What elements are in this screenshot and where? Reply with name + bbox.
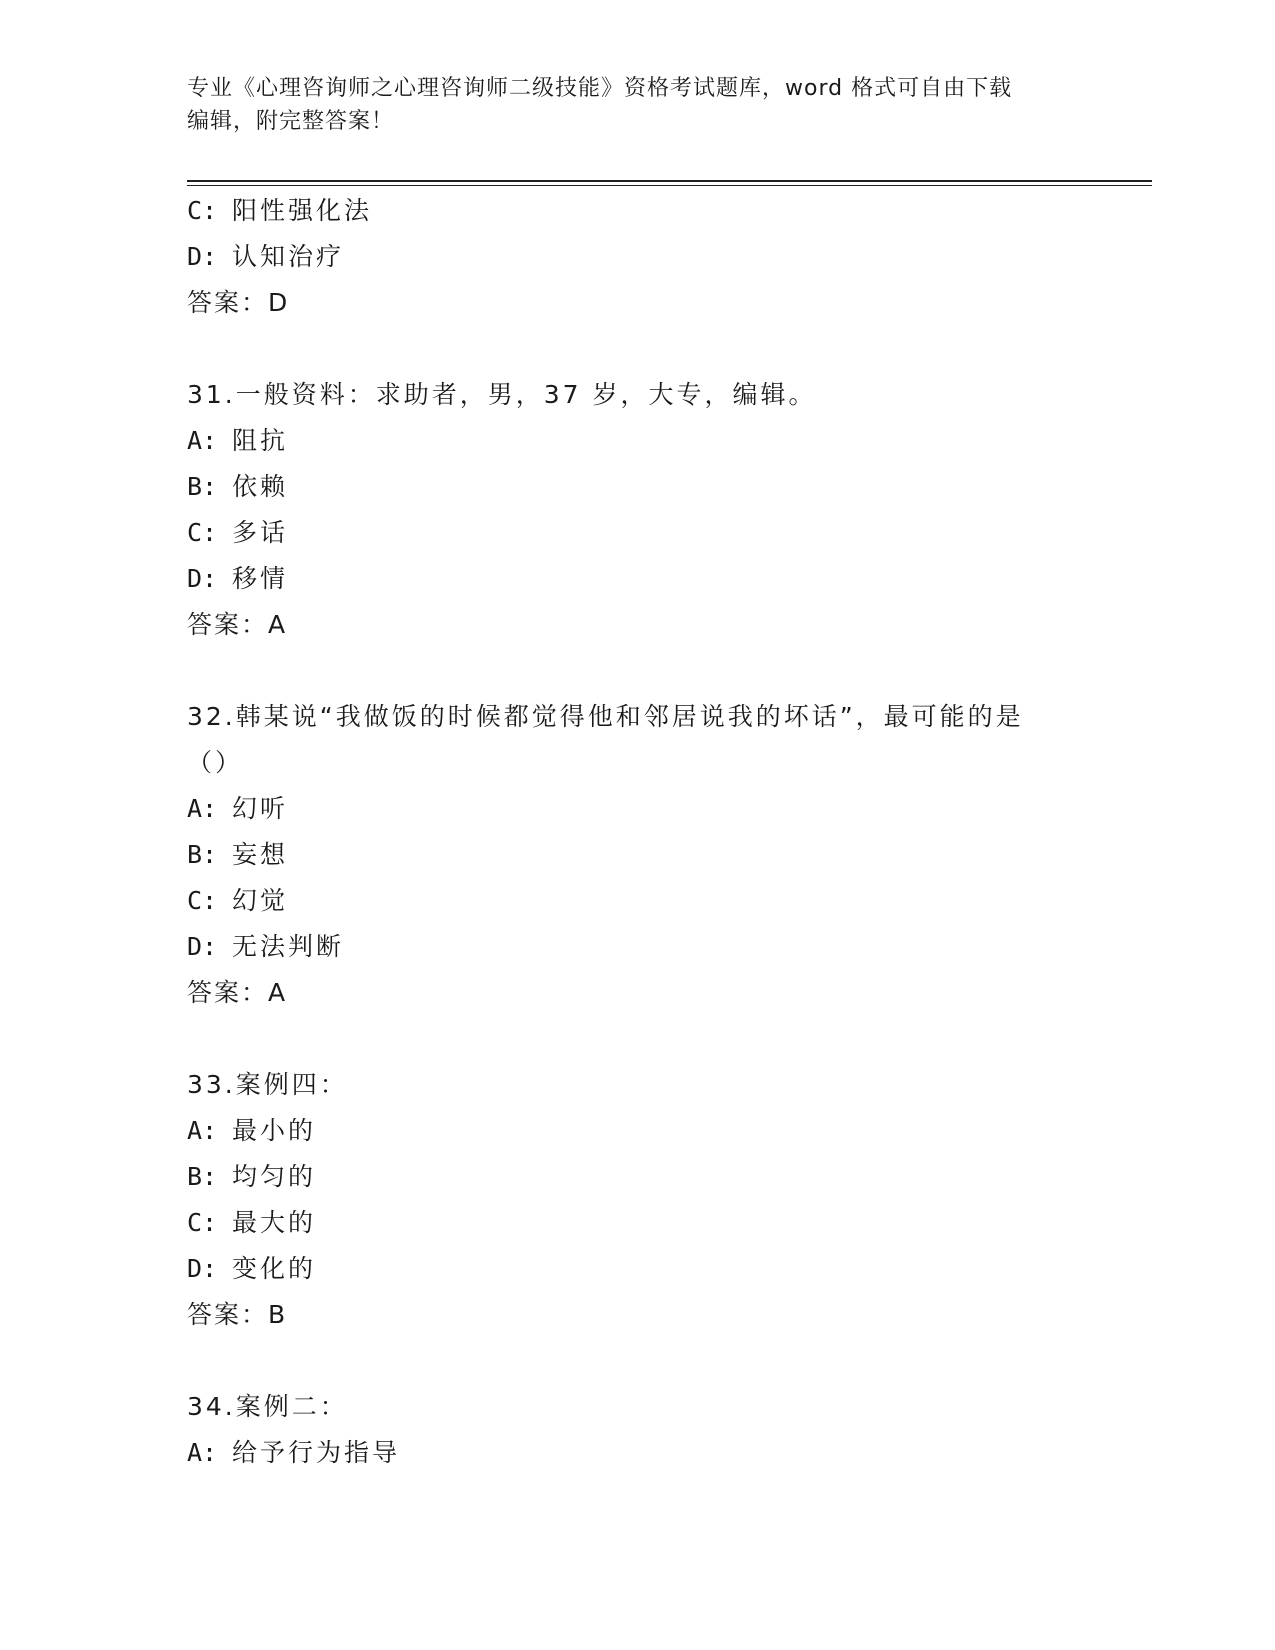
document-header (187, 72, 1087, 138)
spacer (187, 1016, 1087, 1062)
answer-line: 答案：B (187, 1300, 288, 1329)
spacer (187, 1338, 1087, 1384)
option-b: B: 依赖 (187, 472, 289, 501)
option-a: A: 幻听 (187, 794, 289, 823)
question-block-32 (187, 694, 1087, 1016)
question-stem-continued: （） (187, 748, 244, 777)
option-c: C: 幻觉 (187, 886, 289, 915)
option-d: D: 认知治疗 (187, 242, 345, 271)
question-block-prev (187, 188, 1087, 326)
option-b: B: 均匀的 (187, 1162, 317, 1191)
option-a: A: 最小的 (187, 1116, 317, 1145)
question-block-33 (187, 1062, 1087, 1338)
question-stem: 34.案例二： (187, 1392, 348, 1421)
answer-line: 答案：D (187, 288, 290, 317)
answer-line: 答案：A (187, 978, 288, 1007)
header-divider-thin (187, 185, 1152, 186)
option-d: D: 移情 (187, 564, 289, 593)
option-d: D: 无法判断 (187, 932, 345, 961)
question-list (187, 188, 1087, 1476)
answer-line: 答案：A (187, 610, 288, 639)
option-c: C: 最大的 (187, 1208, 317, 1237)
question-block-31 (187, 372, 1087, 648)
option-a: A: 阻抗 (187, 426, 289, 455)
question-stem: 33.案例四： (187, 1070, 348, 1099)
header-divider-thick (187, 180, 1152, 182)
question-block-34 (187, 1384, 1087, 1476)
question-stem: 32.韩某说“我做饭的时候都觉得他和邻居说我的坏话”，最可能的是 (187, 702, 1024, 731)
spacer (187, 326, 1087, 372)
option-c: C: 阳性强化法 (187, 196, 373, 225)
spacer (187, 648, 1087, 694)
option-d: D: 变化的 (187, 1254, 317, 1283)
option-c: C: 多话 (187, 518, 289, 547)
header-line-2: 编辑，附完整答案！ (187, 109, 395, 134)
header-line-1: 专业《心理咨询师之心理咨询师二级技能》资格考试题库，word 格式可自由下载 (187, 76, 1013, 101)
option-b: B: 妄想 (187, 840, 289, 869)
option-a: A: 给予行为指导 (187, 1438, 401, 1467)
question-stem: 31.一般资料：求助者，男，37 岁，大专，编辑。 (187, 380, 817, 409)
